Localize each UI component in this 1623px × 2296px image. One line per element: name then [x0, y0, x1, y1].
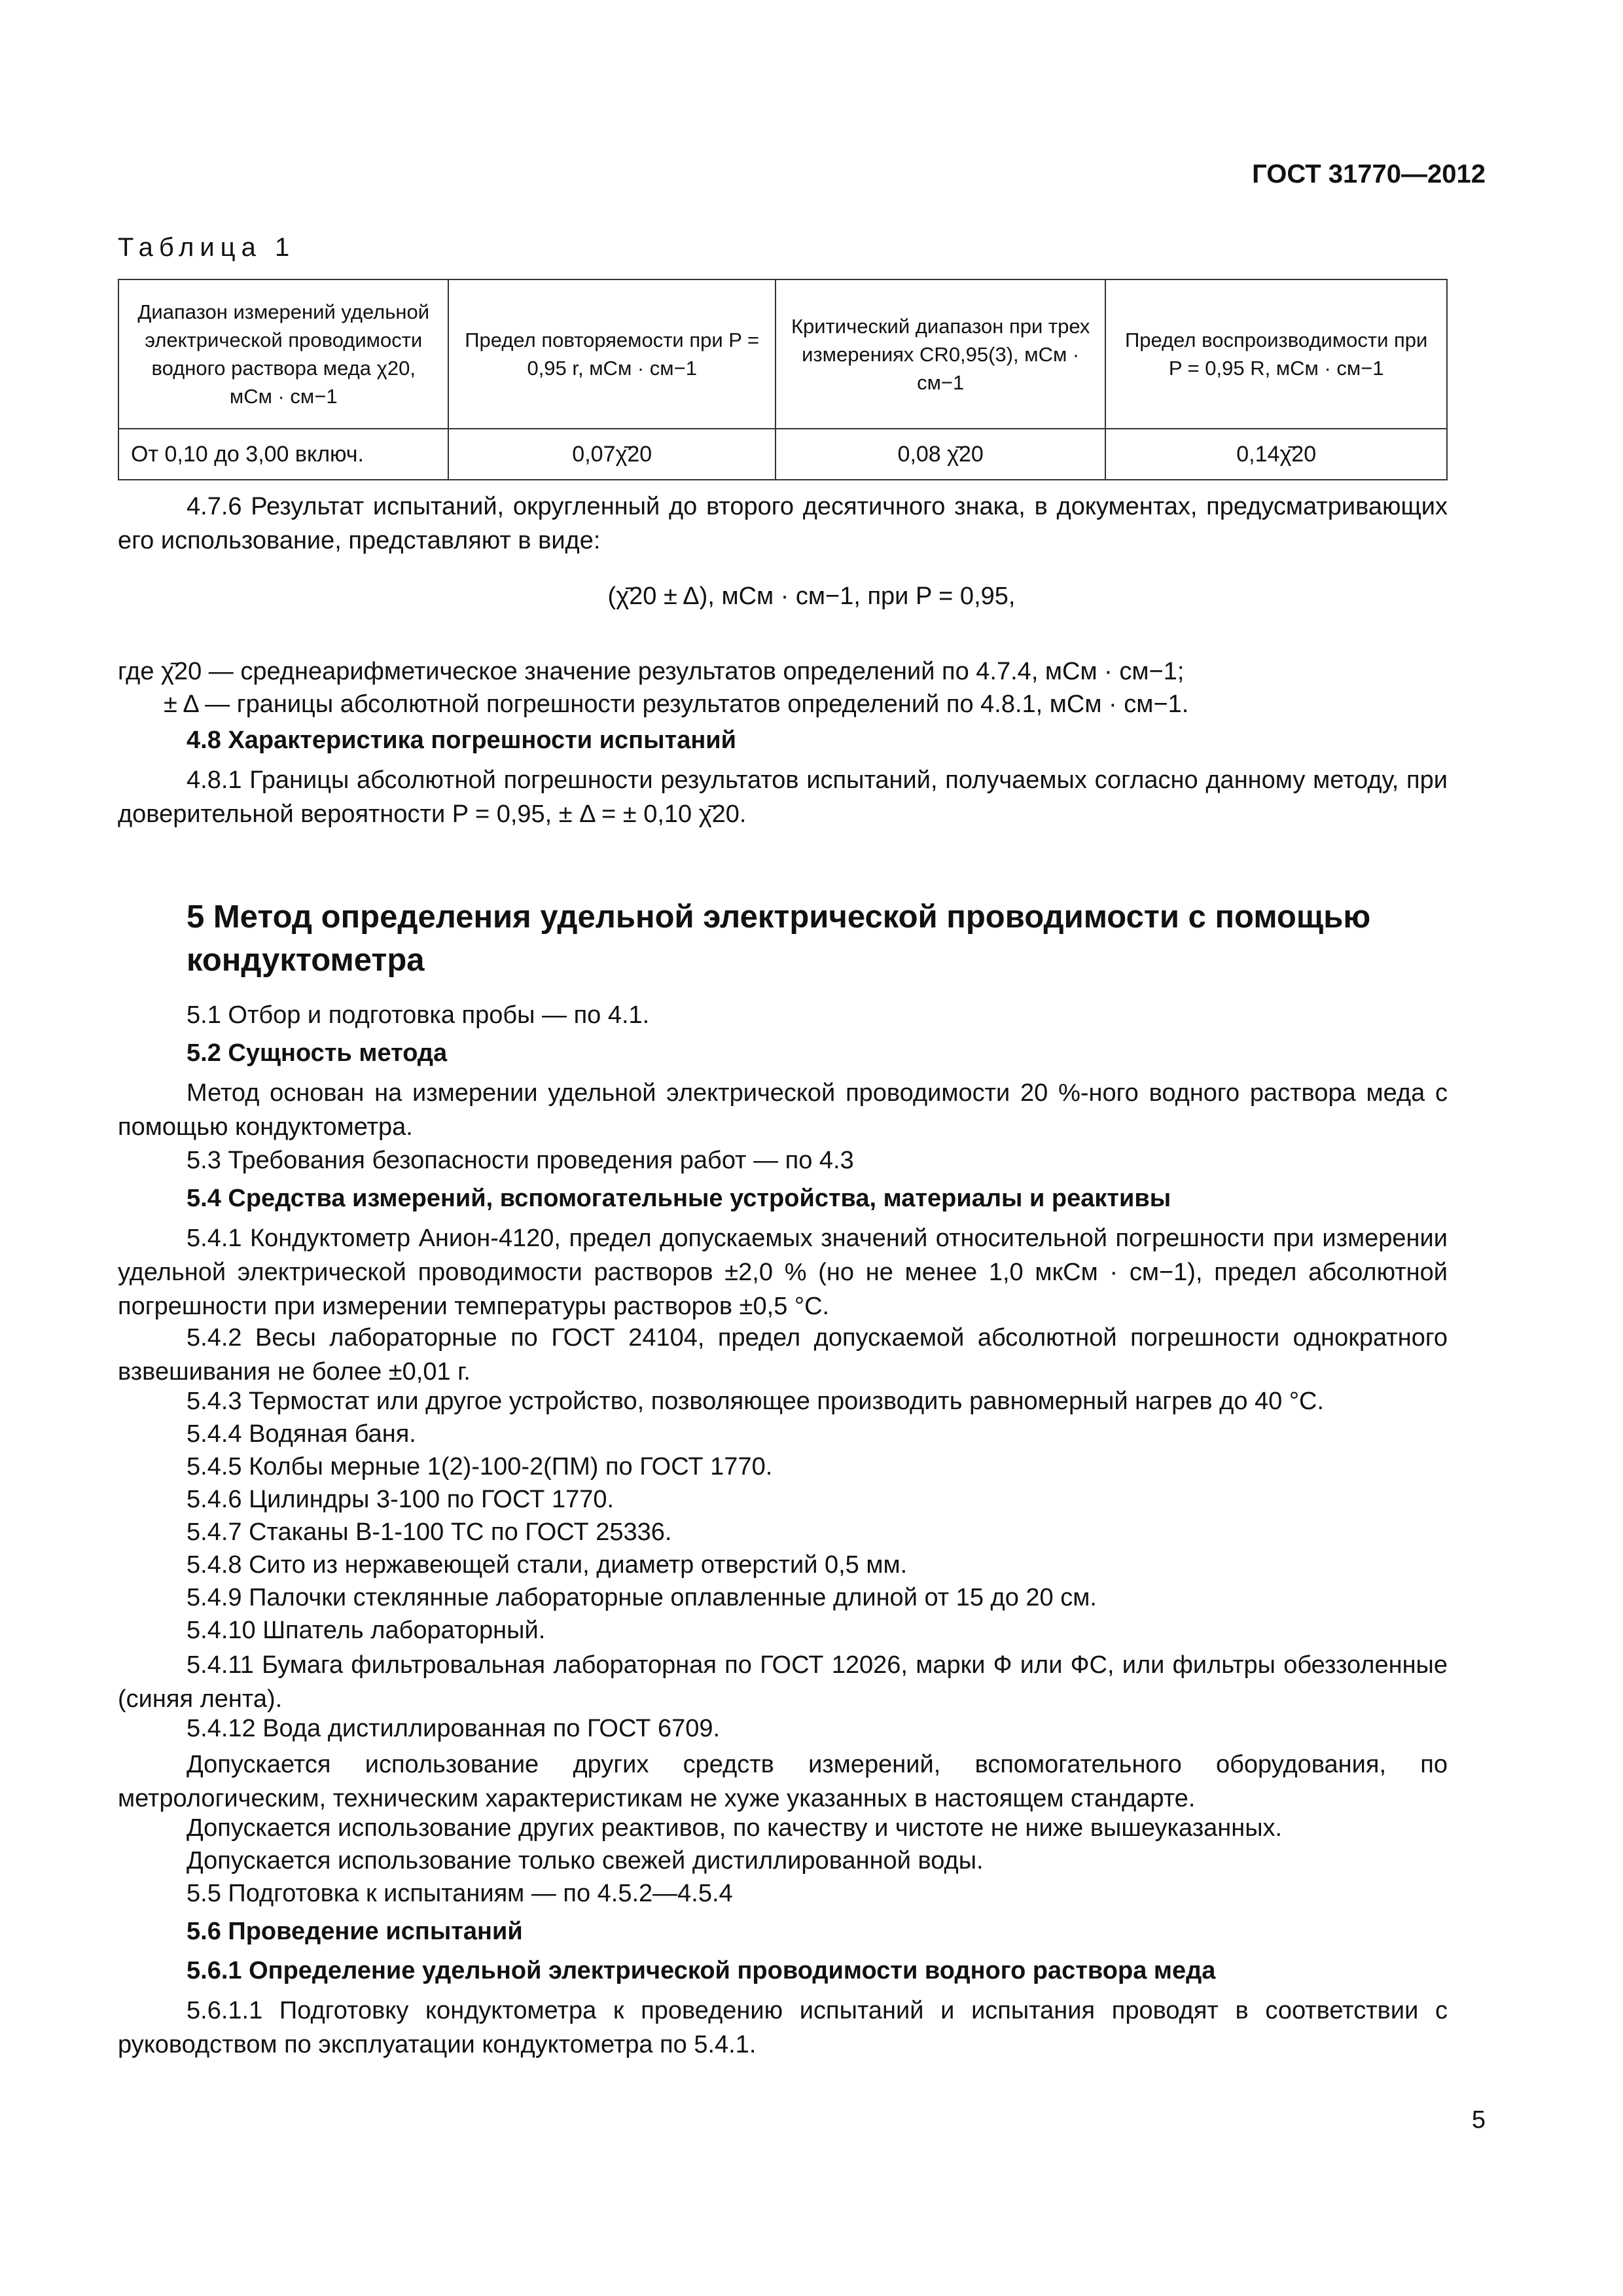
- table-cell: 0,07χ̄20: [448, 429, 776, 480]
- paragraph-5-5: 5.5 Подготовка к испытаниям — по 4.5.2—4.5.4: [187, 1880, 733, 1907]
- paragraph-5-4-3: 5.4.3 Термостат или другое устройство, позволяющее производить равномерный нагрев до 40 °С.: [187, 1388, 1325, 1415]
- section-heading-5-2: 5.2 Сущность метода: [187, 1039, 448, 1067]
- table-cell: 0,08 χ̄20: [776, 429, 1105, 480]
- section-heading-5-6-1: 5.6.1 Определение удельной электрической проводимости водного раствора меда: [187, 1957, 1216, 1984]
- table-header-cell: Предел повторяемости при P = 0,95 r, мСм · см−1: [448, 279, 776, 429]
- section-heading-5-4: 5.4 Средства измерений, вспомогательные устройства, материалы и реактивы: [187, 1185, 1171, 1212]
- page-number: 5: [1471, 2106, 1486, 2134]
- table-header-row: [118, 279, 1447, 429]
- table-caption: Таблица 1: [118, 233, 296, 262]
- paragraph-5-4-2: 5.4.2 Весы лабораторные по ГОСТ 24104, предел допускаемой абсолютной погрешности однократного взвешивания не более ±0,01 г.: [118, 1324, 1448, 1386]
- where-clause-2: ± Δ — границы абсолютной погрешности результатов определений по 4.8.1, мСм · см−1.: [164, 691, 1189, 718]
- paragraph-5-1: 5.1 Отбор и подготовка пробы — по 4.1.: [187, 1001, 650, 1029]
- paragraph-5-4-8: 5.4.8 Сито из нержавеющей стали, диаметр отверстий 0,5 мм.: [187, 1551, 908, 1579]
- paragraph-allowance-1: Допускается использование других средств измерений, вспомогательного оборудования, по метрологическим, техническим характеристикам не хуже указанных в настоящем стандарте.: [118, 1751, 1448, 1812]
- paragraph-5-4-7: 5.4.7 Стаканы В-1-100 ТС по ГОСТ 25336.: [187, 1518, 672, 1546]
- section-heading-5: 5 Метод определения удельной электрической проводимости с помощью кондуктометра: [187, 899, 1371, 978]
- table-1: [118, 279, 1448, 480]
- table-cell: 0,14χ̄20: [1105, 429, 1447, 480]
- paragraph-5-4-12: 5.4.12 Вода дистиллированная по ГОСТ 6709.: [187, 1715, 721, 1742]
- paragraph-5-4-9: 5.4.9 Палочки стеклянные лабораторные оплавленные длиной от 15 до 20 см.: [187, 1584, 1097, 1611]
- paragraph-5-4-1: 5.4.1 Кондуктометр Анион-4120, предел допускаемых значений относительной погрешности при измерении удельной электрической проводимости растворов ±2,0 % (но не менее 1,0 мкСм · см−1), предел абсолютной погрешности при измерении температуры растворов ±0,5 °С.: [118, 1225, 1448, 1320]
- section-heading-5-6: 5.6 Проведение испытаний: [187, 1918, 523, 1945]
- paragraph-allowance-2: Допускается использование других реактивов, по качеству и чистоте не ниже вышеуказанных.: [187, 1814, 1283, 1842]
- paragraph-5-4-11: 5.4.11 Бумага фильтровальная лабораторная по ГОСТ 12026, марки Ф или ФС, или фильтры обеззоленные (синяя лента).: [118, 1651, 1448, 1713]
- paragraph-allowance-3: Допускается использование только свежей дистиллированной воды.: [187, 1847, 984, 1874]
- table-header-cell: Предел воспроизводимости при P = 0,95 R, мСм · см−1: [1105, 279, 1447, 429]
- paragraph-4-7-6: 4.7.6 Результат испытаний, округленный до второго десятичного знака, в документах, предусматривающих его использование, представляют в виде:: [118, 493, 1448, 554]
- result-formula: (χ̄20 ± Δ), мСм · см−1, при P = 0,95,: [607, 583, 1016, 610]
- section-heading-4-8: 4.8 Характеристика погрешности испытаний: [187, 726, 737, 754]
- table-header-cell: Диапазон измерений удельной электрической проводимости водного раствора меда χ20, мСм · см−1: [118, 279, 448, 429]
- paragraph-5-2: Метод основан на измерении удельной электрической проводимости 20 %-ного водного раствора меда с помощью кондуктометра.: [118, 1079, 1448, 1141]
- table-cell: От 0,10 до 3,00 включ.: [118, 429, 448, 480]
- paragraph-5-3: 5.3 Требования безопасности проведения работ — по 4.3: [187, 1147, 854, 1174]
- paragraph-5-6-1-1: 5.6.1.1 Подготовку кондуктометра к проведению испытаний и испытания проводят в соответствии с руководством по эксплуатации кондуктометра по 5.4.1.: [118, 1997, 1448, 2058]
- table-header-cell: Критический диапазон при трех измерениях CR0,95(3), мСм · см−1: [776, 279, 1105, 429]
- paragraph-5-4-10: 5.4.10 Шпатель лабораторный.: [187, 1617, 546, 1644]
- where-clause-1: где χ̄20 — среднеарифметическое значение результатов определений по 4.7.4, мСм · см−1;: [118, 658, 1185, 685]
- standard-header: ГОСТ 31770—2012: [1252, 160, 1486, 188]
- paragraph-5-4-5: 5.4.5 Колбы мерные 1(2)-100-2(ПМ) по ГОСТ 1770.: [187, 1453, 773, 1480]
- paragraph-5-4-6: 5.4.6 Цилиндры 3-100 по ГОСТ 1770.: [187, 1486, 615, 1513]
- table-row: [118, 429, 1447, 480]
- paragraph-5-4-4: 5.4.4 Водяная баня.: [187, 1420, 416, 1448]
- paragraph-4-8-1: 4.8.1 Границы абсолютной погрешности результатов испытаний, получаемых согласно данному методу, при доверительной вероятности P = 0,95, ± Δ = ± 0,10 χ̄20.: [118, 766, 1448, 828]
